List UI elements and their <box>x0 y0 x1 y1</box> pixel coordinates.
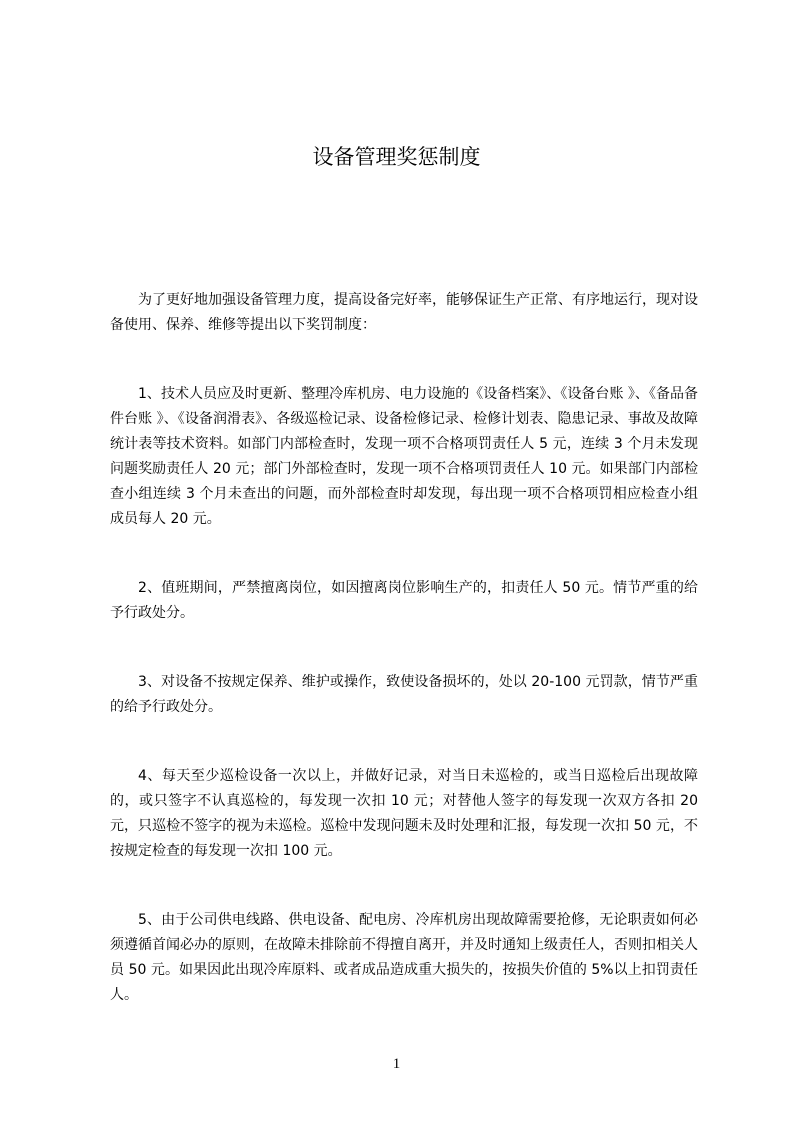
document-title: 设备管理奖惩制度 <box>312 145 481 169</box>
rule-5-paragraph: 5、由于公司供电线路、供电设备、配电房、冷库机房出现故障需要抢修，无论职责如何必须遵循首闻必办的原则，在故障未排除前不得擅自离开，并及时通知上级责任人，否则扣相关人员 50 元。如果因此出现冷库原料、或者成品造成重大损失的，按损失价值的 5%以上扣罚责任人。 <box>110 912 698 1003</box>
page-number: 1 <box>392 1056 401 1072</box>
document-body <box>110 288 698 1008</box>
rule-1-paragraph: 1、技术人员应及时更新、整理冷库机房、电力设施的《设备档案》、《设备台账 》、《备品备件台账 》、《设备润滑表》、各级巡检记录、设备检修记录、检修计划表、隐患记录、事故及故障统计表等技术资料。如部门内部检查时，发现一项不合格项罚责任人 5 元，连续 3 个月未发现问题奖励责任人 20 元；部门外部检查时，发现一项不合格项罚责任人 10 元。如果部门内部检查小组连续 3 个月未查出的问题，而外部检查时却发现，每出现一项不合格项罚相应检查小组成员每人 20 元。 <box>110 386 698 527</box>
rule-2-paragraph: 2、值班期间，严禁擅离岗位，如因擅离岗位影响生产的，扣责任人 50 元。情节严重的给予行政处分。 <box>110 580 698 621</box>
rule-4-paragraph: 4、每天至少巡检设备一次以上，并做好记录，对当日未巡检的，或当日巡检后出现故障的，或只签字不认真巡检的，每发现一次扣 10 元；对替他人签字的每发现一次双方各扣 20 元，只巡检不签字的视为未巡检。巡检中发现问题未及时处理和汇报，每发现一次扣 50 元，不按规定检查的每发现一次扣 100 元。 <box>110 768 698 859</box>
rule-3-paragraph: 3、对设备不按规定保养、维护或操作，致使设备损坏的，处以 20-100 元罚款，情节严重的给予行政处分。 <box>110 674 698 715</box>
intro-paragraph: 为了更好地加强设备管理力度，提高设备完好率，能够保证生产正常、有序地运行，现对设备使用、保养、维修等提出以下奖罚制度： <box>110 292 698 333</box>
